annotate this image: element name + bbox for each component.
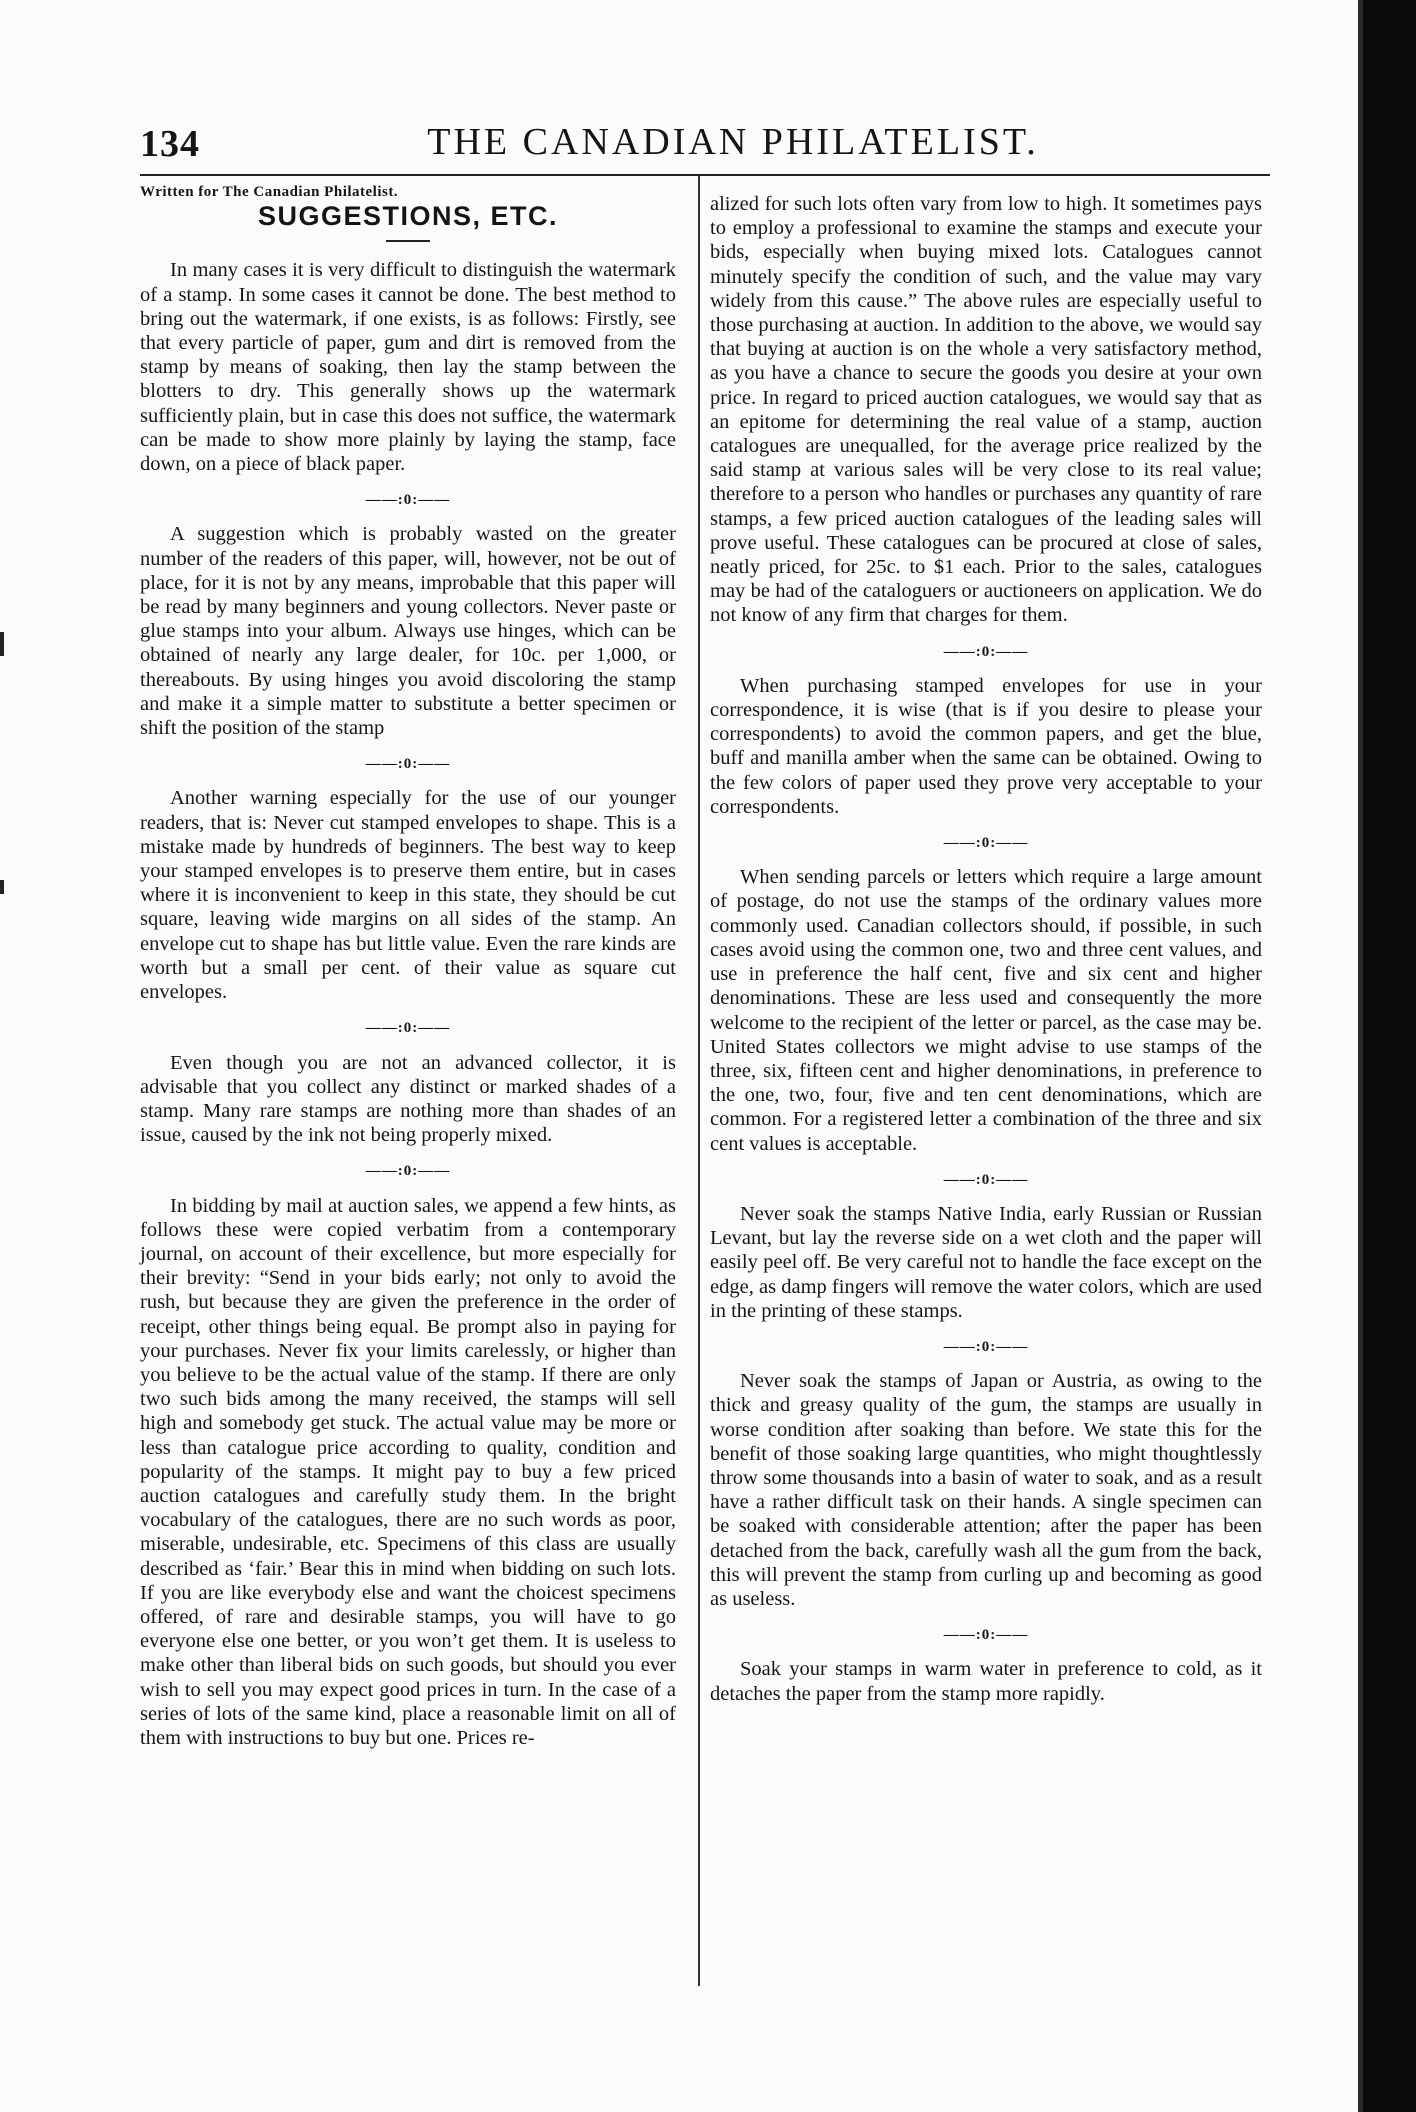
- paragraph: Another warning especially for the use of our younger readers, that is: Never cut stamped envelopes to shape. This is a mistake made by hundreds of beginners. The best way to keep your stamped envelopes is to preserve them entire, but in cases where it is inconvenient to keep in this state, they should be cut square, leaving wide margins on all sides of the stamp. An envelope cut to shape has but little value. Even the rare kinds are worth but a small per cent. of their value as square cut envelopes.: [140, 787, 676, 1004]
- left-column: [140, 180, 676, 1750]
- section-divider: ——:0:——: [943, 835, 1029, 852]
- section-divider: ——:0:——: [365, 1163, 451, 1180]
- title-rule: [386, 240, 430, 242]
- section-divider: ——:0:——: [365, 1020, 451, 1037]
- paragraph: A suggestion which is probably wasted on the greater number of the readers of this paper, will, however, not be out of place, for it is not by any means, improbable that this paper will be read by many beginners and young collectors. Never paste or glue stamps into your album. Always use hinges, which can be obtained of nearly any large dealer, for 10c. per 1,000, or thereabouts. By using hinges you avoid discoloring the stamp and make it a simple matter to substitute a better specimen or shift the position of the stamp: [140, 523, 676, 740]
- right-column: [710, 192, 1262, 1706]
- paragraph: Never soak the stamps Native India, early Russian or Russian Levant, but lay the reverse side on a wet cloth and the paper will easily peel off. Be very careful not to handle the face except on the edge, as damp fingers will remove the water colors, which are used in the printing of these stamps.: [710, 1202, 1262, 1322]
- section-divider: ——:0:——: [943, 1338, 1029, 1355]
- column-rule: [698, 176, 700, 1986]
- header-rule: [140, 174, 1270, 176]
- section-divider: ——:0:——: [365, 492, 451, 509]
- section-divider: ——:0:——: [943, 643, 1029, 660]
- paragraph: Soak your stamps in warm water in preference to cold, as it detaches the paper from the stamp more rapidly.: [710, 1658, 1262, 1705]
- page-header: [140, 116, 1266, 166]
- paragraph: alized for such lots often vary from low to high. It sometimes pays to employ a professional to examine the stamps and execute your bids, especially when buying mixed lots. Catalogues cannot minutely specify the condition of such, and the value may vary widely from this cause.” The above rules are especially useful to those purchasing at auction. In addition to the above, we would say that buying at auction is on the whole a very satisfactory method, as you have a chance to secure the goods you desire at your own price. In regard to priced auction catalogues, we would say that as an epitome for determining the real value of a stamp, auction catalogues are unequalled, for the average price realized by the said stamp at various sales will be very close to its real value; therefore to a person who handles or purchases any quantity of rare stamps, a few priced auction catalogues of the leading sales will prove useful. These catalogues can be procured at close of sales, neatly priced, for 25c. to $1 each. Prior to the sales, catalogues may be had of the cataloguers or auctioneers on application. We do not know of any firm that charges for them.: [710, 193, 1262, 627]
- running-title: THE CANADIAN PHILATELIST.: [427, 121, 1039, 163]
- scan-dark-edge: [1358, 0, 1416, 2112]
- section-divider: ——:0:——: [943, 1627, 1029, 1644]
- scan-margin-mark: [0, 880, 4, 894]
- paragraph: Never soak the stamps of Japan or Austria, as owing to the thick and greasy quality of the gum, the stamps are usually in worse condition after soaking than before. We state this for the benefit of those soaking large quantities, who might thoughtlessly throw some thousands into a basin of water to soak, and as a result have a rather difficult task on their hands. A single specimen can be soaked with considerable attention; after the paper has been detached from the back, carefully wash all the gum from the back, this will prevent the stamp from curling up and becoming as good as useless.: [710, 1370, 1262, 1610]
- page-number: 134: [140, 123, 200, 165]
- paragraph: In bidding by mail at auction sales, we append a few hints, as follows these were copied verbatim from a contemporary journal, on account of their excellence, but more especially for their brevity: “Send in your bids early; not only to avoid the rush, but because they are given the preference in the order of receipt, other things being equal. Be prompt also in paying for your purchases. Never fix your limits carelessly, or higher than you believe to be the actual value of the stamp. If there are only two such bids among the many received, the stamps will sell high and somebody get stuck. The actual value may be more or less than catalogue price according to quality, condition and popularity of the stamps. It might pay to buy a few priced auction catalogues and carefully study them. In the bright vocabulary of the catalogues, there are no such words as poor, miserable, undesirable, etc. Specimens of this class are usually described as ‘fair.’ Bear this in mind when bidding on such lots. If you are like everybody else and want the choicest specimens offered, of rare and desirable stamps, you will have to go everyone else one better, or you won’t get them. It is useless to make other than liberal bids on such goods, but should you ever wish to sell you may expect good prices in turn. In the case of a series of lots of the same kind, place a reasonable limit on all of them with instructions to buy but one. Prices re-: [140, 1194, 676, 1749]
- paragraph: In many cases it is very difficult to distinguish the watermark of a stamp. In some cases it cannot be done. The best method to bring out the watermark, if one exists, is as follows: Firstly, see that every particle of paper, gum and dirt is removed from the stamp by means of soaking, then lay the stamp between the blotters to dry. This generally shows up the watermark sufficiently plain, but in case this does not suffice, the watermark can be made to show more plainly by laying the stamp, face down, on a piece of black paper.: [140, 259, 676, 476]
- scan-margin-mark: [0, 632, 4, 656]
- article-byline: Written for The Canadian Philatelist.: [140, 184, 399, 200]
- paragraph: Even though you are not an advanced collector, it is advisable that you collect any distinct or marked shades of a stamp. Many rare stamps are nothing more than shades of an issue, caused by the ink not being properly mixed.: [140, 1051, 676, 1147]
- section-divider: ——:0:——: [365, 756, 451, 773]
- article-title: SUGGESTIONS, ETC.: [257, 201, 559, 232]
- paragraph: When sending parcels or letters which require a large amount of postage, do not use the stamps of the ordinary values more commonly used. Canadian collectors should, if possible, in such cases avoid using the common one, two and three cent values, and use in preference the half cent, five and six cent and higher denominations. These are less used and consequently the more welcome to the recipient of the letter or parcel, as the case may be. United States collectors we might advise to use stamps of the three, six, fifteen cent and higher denominations, in preference to the one, two, four, five and ten cent denominations, which are common. For a registered letter a combination of the three and six cent values is acceptable.: [710, 866, 1262, 1155]
- paragraph: When purchasing stamped envelopes for use in your correspondence, it is wise (that is if you desire to please your correspondents) to avoid the common papers, and get the blue, buff and manilla amber when the same can be obtained. Owing to the few colors of paper used they prove very acceptable to your correspondents.: [710, 674, 1262, 818]
- section-divider: ——:0:——: [943, 1171, 1029, 1188]
